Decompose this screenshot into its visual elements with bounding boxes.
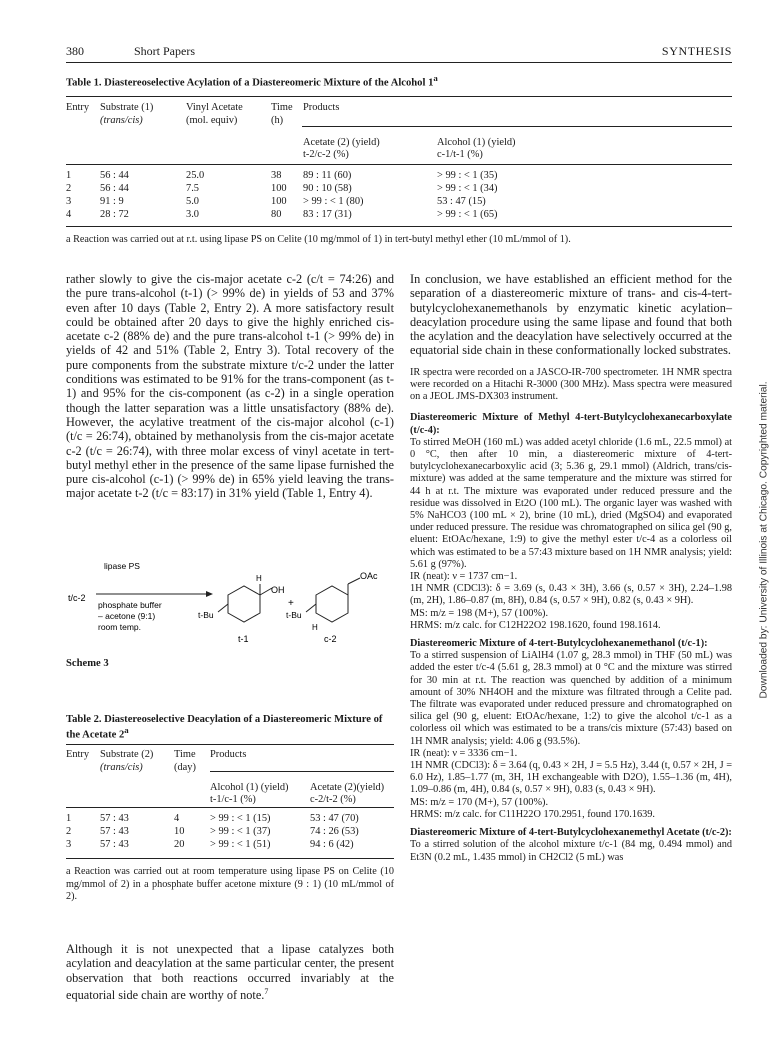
procedure-1-ir: IR (neat): ν = 1737 cm−1. xyxy=(410,571,518,583)
procedure-3-body: To a stirred solution of the alcohol mixture t/c-1 (84 mg, 0.494 mmol) and Et3N (0.2 mL, 1.435 mmol) in CH2Cl2 (5 mL) was xyxy=(410,839,732,863)
table1-header-row: Entry Substrate (1) (trans/cis) Vinyl Acetate (mol. equiv) Time (h) Products xyxy=(66,102,340,126)
table2-bottom-rule xyxy=(66,858,394,859)
table2-caption: Table 2. Diastereoselective Deacylation of a Diastereomeric Mixture of the Acetate 2$^a$ xyxy=(66,714,383,741)
table2-subheader-row: Alcohol (1) (yield) t-1/c-1 (%) Acetate (2)(yield) c-2/t-2 (%) xyxy=(210,781,385,806)
conclusion-paragraph: In conclusion, we have established an efficient method for the separation of a diastereomeric mixture of trans- and cis-4-tert-butylcyclohexanemethanols by enzymatic kinetic acylation–deacylation procedure using the same lipase and found that both the acylation and the deacylation have selectively occurred at the equatorial side chain in these conformationally locked substrates. xyxy=(410,272,732,358)
table2-top-rule xyxy=(66,744,394,745)
procedure-2-hrms: HRMS: m/z calc. for C11H22O 170.2951, found 170.1639. xyxy=(410,808,656,820)
section-name: Short Papers xyxy=(134,44,195,58)
table1-header-rule xyxy=(66,164,732,165)
table2-header-rule xyxy=(66,807,394,808)
table1-caption: Table 1. Diastereoselective Acylation of a Diastereomeric Mixture of the Alcohol 1$^a$ xyxy=(66,73,438,89)
scheme-tbu-2: t-Bu xyxy=(286,610,302,620)
scheme-3-diagram xyxy=(66,548,394,663)
left-paragraph-last: Although it is not unexpected that a lipase catalyzes both acylation and deacylation at the same particular center, the present observation that both reactions occurred invariably at the equatorial side chain are worthy of note.$^7$ xyxy=(66,942,394,1002)
procedure-2-ms: MS: m/z = 170 (M+), 57 (100%). xyxy=(410,796,549,808)
download-watermark: Downloaded by: University of Illinois at Chicago. Copyrighted material. xyxy=(758,381,770,699)
scheme-reactant: t/c-2 xyxy=(68,593,86,603)
running-header xyxy=(66,44,732,60)
table-row: 3 57 : 43 20 > 99 : < 1 (51) 94 : 6 (42) xyxy=(66,838,354,850)
procedure-1-nmr: 1H NMR (CDCl3): δ = 3.69 (s, 0.43 × 3H), 3.66 (s, 0.57 × 3H), 2.24–1.98 (m, 2H), 1.86–0.87 (m, 8H), 0.84 (s, 0.57 × 9H), 0.82 (s, 0.43 × 9H). xyxy=(410,583,732,607)
table1-subheader-row: Acetate (2) (yield) t-2/c-2 (%) Alcohol (1) (yield) c-1/t-1 (%) xyxy=(303,136,516,161)
procedure-1-title: Diastereomeric Mixture of Methyl 4-tert-Butylcyclohexanecarboxylate (t/c-4): xyxy=(410,412,732,436)
table1-products-rule xyxy=(302,126,732,127)
procedure-2-nmr: 1H NMR (CDCl3): δ = 3.64 (q, 0.43 × 2H, J = 5.5 Hz), 3.44 (t, 0.57 × 2H, J = 6.0 Hz), 1.85–1.77 (m, 3H, 1H exchangeable with D2O), 1.55–1.36 (m, 4H), 1.09–0.86 (m, 4H), 0.84 (s, 0.57 × 9H), 0.83 (s, 0.43 × 9H). xyxy=(410,760,732,796)
journal-name: SYNTHESIS xyxy=(661,44,732,58)
page-number: 380 xyxy=(66,44,84,58)
instruments-paragraph: IR spectra were recorded on a JASCO-IR-700 spectrometer. 1H NMR spectra were recorded on a Hitachi R-3000 (300 MHz). Mass spectra were measured on a JEOL JMS-DX303 instrument. xyxy=(410,366,732,403)
procedure-1-body: To stirred MeOH (160 mL) was added acetyl chloride (1.6 mL, 22.5 mmol) at 0 °C, then after 10 min, a diastereomeric mixture of 4-tert-butylcyclohexanecarboxylic acid (3; 5.36 g, 29.1 mmol) (Aldrich, trans/cis-mixture) was added at the same temperature and the mixture was stirred for 44 h at r.t. The mixture was evaporated under reduced pressure and the residue was dissolved in Et2O (100 mL). The organic layer was washed with 5% NaHCO3 (100 mL × 2), brine (10 mL), dried (MgSO4) and evaporated under reduced pressure. The residue was chromatographed on silica gel (90 g, eluent: EtOAc/hexane, 1:9) to give the methyl ester t/c-4 as a colorless oil which was estimated to be a 57:43 mixture based on 1H NMR analysis; yield: 5.61 g (97%). xyxy=(410,436,732,570)
procedure-2-body: To a stirred suspension of LiAlH4 (1.07 g, 28.3 mmol) in THF (50 mL) was added the ester t/c-4 (5.61 g, 28.3 mmol) at 0 °C and the mixture was stirred for 30 min at r.t. The reaction was quenched by addition of a minimum amount of 30% NH4OH and the mixture was filtrated through a Celite pad. The filtrate was evaporated under reduced pressure and chromatographed on silica gel (90 g, eluent: EtOAc/hexane, 1:2) to give the alcohol t/c-1 as a colorless oil which was estimated to be a trans/cis mixture (57:43) based on 1H NMR analysis; yield: 4.06 g (93.5%). xyxy=(410,650,732,747)
left-paragraph-1: rather slowly to give the cis-major acetate c-2 (c/t = 74:26) and the pure trans-alcohol (t-1) (> 99% de) in yields of 53 and 37% even after 10 days (Table 2, Entry 2). A more satisfactory result could be obtained after 20 days to give the highly enriched cis-acetate c-2 (88% de) and the pure trans-alcohol t-1 (> 99% de) in yields of 42 and 51% (Table 2, Entry 3). Total recovery of the pure components from the substrate mixture t/c-2 under the latter conditions was estimated to be 91% for the trans-component (as t-1) and 95% for the cis-component (as c-2) in a single operation though the latter separation was a little unsatisfactory (88% de). However, the acylative treatment of the cis-major alcohol (c-1) (t/c = 26:74), obtained by methanolysis from the cis-major acetate c-2 (t/c = 26:74), with three molar excess of vinyl acetate in tert-butyl methyl ether in the presence of the same lipase furnished the pure cis-alcohol (c-1) (> 99% de) in 65% yield leaving the trans-major acetate t-2 (t/c = 83:17) in 31% yield (Table 1, Entry 4). xyxy=(66,272,394,501)
scheme-oac: OAc xyxy=(360,571,378,581)
table1-top-rule xyxy=(66,96,732,97)
table2-footnote: a Reaction was carried out at room temperature using lipase PS on Celite (10 mg/mmol of 2) in a phosphate buffer acetone mixture (9 : 1) (10 mL/mmol of 2). xyxy=(66,866,394,902)
scheme-3-label: Scheme 3 xyxy=(66,658,109,669)
scheme-plus: + xyxy=(288,598,294,609)
scheme-h: H xyxy=(256,574,262,583)
table-row: 2 57 : 43 10 > 99 : < 1 (37) 74 : 26 (53) xyxy=(66,825,359,837)
table2 xyxy=(66,749,394,852)
table-row: 3 91 : 9 5.0 100 > 99 : < 1 (80) 53 : 47 (15) xyxy=(66,195,486,207)
scheme-cond3: – acetone (9:1) xyxy=(98,611,156,621)
table-row: 1 57 : 43 4 > 99 : < 1 (15) 53 : 47 (70) xyxy=(66,813,359,825)
procedure-2-ir: IR (neat): ν = 3336 cm−1. xyxy=(410,747,518,759)
scheme-cond2: phosphate buffer xyxy=(98,600,162,610)
scheme-tbu: t-Bu xyxy=(198,610,214,620)
scheme-h-2: H xyxy=(312,623,318,632)
table-row: 1 56 : 44 25.0 38 89 : 11 (60) > 99 : < 1 (35) xyxy=(66,170,498,182)
table2-products-rule xyxy=(210,771,394,772)
procedure-1-ms: MS: m/z = 198 (M+), 57 (100%). xyxy=(410,607,549,619)
table1-footnote: a Reaction was carried out at r.t. using lipase PS on Celite (10 mg/mmol of 1) in tert-butyl methyl ether (10 mL/mmol of 1). xyxy=(66,234,571,245)
table1-bottom-rule xyxy=(66,226,732,227)
procedure-3-title: Diastereomeric Mixture of 4-tert-Butylcyclohexanemethyl Acetate (t/c-2): xyxy=(410,827,732,839)
table-row: 2 56 : 44 7.5 100 90 : 10 (58) > 99 : < 1 (34) xyxy=(66,182,498,194)
scheme-prod2: c-2 xyxy=(324,634,337,644)
procedure-1-hrms: HRMS: m/z calc. for C12H22O2 198.1620, found 198.1614. xyxy=(410,619,661,631)
header-rule xyxy=(66,62,732,63)
scheme-oh: OH xyxy=(271,585,285,595)
scheme-prod1: t-1 xyxy=(238,634,249,644)
procedure-2-title: Diastereomeric Mixture of 4-tert-Butylcyclohexanemethanol (t/c-1): xyxy=(410,638,708,650)
table-row: 4 28 : 72 3.0 80 83 : 17 (31) > 99 : < 1 (65) xyxy=(66,208,498,220)
table2-header-row: Entry Substrate (2) (trans/cis) Time (day) Products xyxy=(66,749,247,773)
scheme-cond4: room temp. xyxy=(98,622,141,632)
scheme-cond1: lipase PS xyxy=(104,561,140,571)
table1 xyxy=(66,102,732,221)
right-column xyxy=(410,272,732,864)
